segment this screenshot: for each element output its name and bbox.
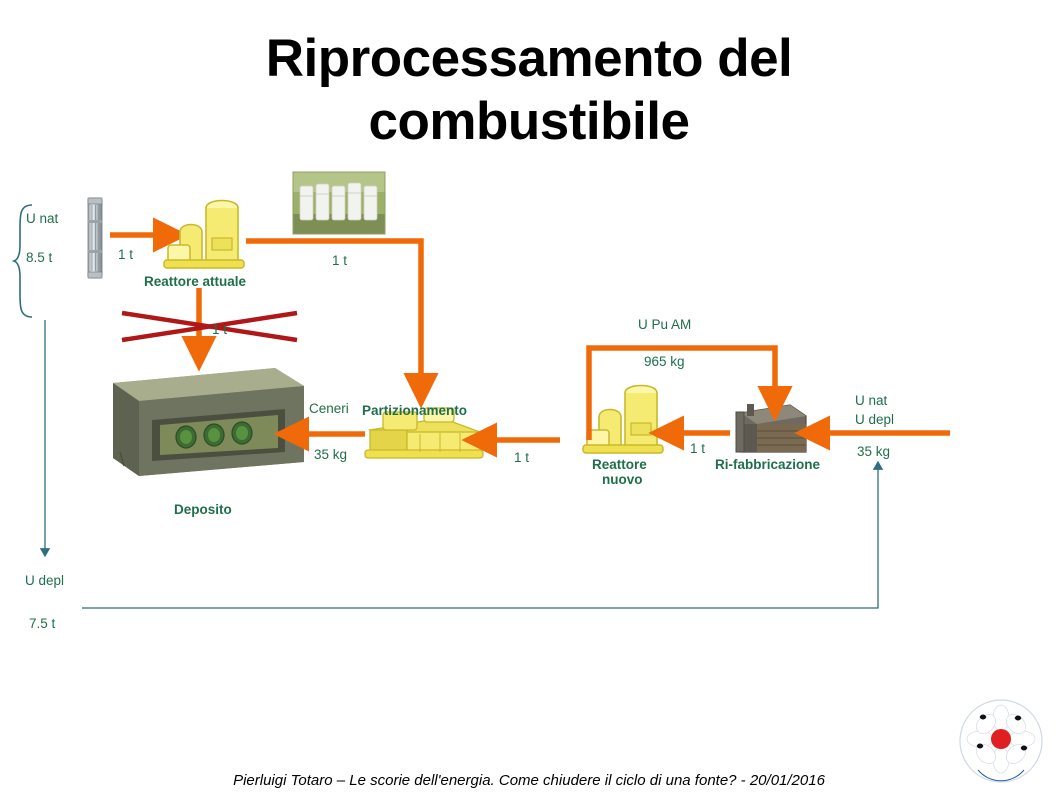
line-u-depl-return [82,466,878,608]
label-ceneri-mass: 35 kg [314,447,348,462]
label-u-depl-mass: 7.5 t [29,616,56,631]
node-label-reattore-nuovo-2: nuovo [602,472,643,487]
refabrication-plant-icon [736,404,806,452]
label-u-depl: U depl [25,573,65,588]
label-u-nat-in-mass: 35 kg [857,444,891,459]
label-u-nat-in-1: U nat [855,393,888,408]
footer-text: Pierluigi Totaro – Le scorie dell'energia. Come chiudere il ciclo di una fonte? - 20/01/2016 [233,772,825,789]
node-label-reattore-attuale: Reattore attuale [144,274,247,289]
label-to-deposito-mass: 1 t [212,322,228,337]
page-title-line1: Riprocessamento del [265,29,793,88]
reactor-icon [164,201,244,269]
label-upuam: U Pu AM [638,317,692,332]
label-u-nat-in-2: U depl [855,412,895,427]
reactor-new-icon [583,386,663,454]
label-spent-fuel-mass: 1 t [332,253,348,268]
label-u-nat: U nat [26,211,59,226]
node-label-reattore-nuovo-1: Reattore [592,457,647,472]
node-label-rifabbricazione: Ri-fabbricazione [715,457,821,472]
red-cross-icon [122,313,297,340]
label-in-reactor-mass: 1 t [118,247,134,262]
storage-casks-photo [293,172,385,234]
label-u-nat-mass: 8.5 t [26,250,53,265]
label-upuam-mass: 965 kg [644,354,685,369]
page-title-line2: combustibile [368,91,690,151]
label-refab-out-mass: 1 t [690,441,706,456]
label-part-to-reattore-mass: 1 t [514,450,530,465]
node-label-deposito: Deposito [174,502,232,517]
label-ceneri: Ceneri [309,401,349,416]
fuel-rod-icon [88,198,102,278]
geological-repository-icon [113,368,304,476]
node-label-partizionamento: Partizionamento [362,403,468,418]
